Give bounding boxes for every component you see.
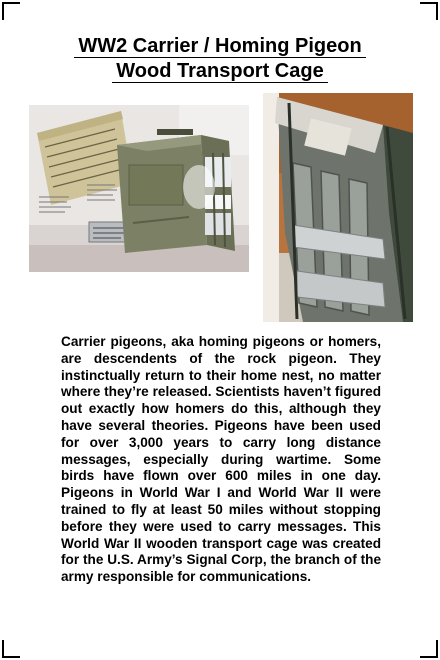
description-paragraph: Carrier pigeons, aka homing pigeons or homers, are descendents of the rock pigeon. They instinctually return to their home nest, no matter where they’re released. Scientists haven’t figured out exactly how homers do this, although they have several theories. Pigeons have been used for over 3,000 years to carry long distance messages, especially during wartime. Some birds have flown over 600 miles in one day. Pigeons in World War I and World War II were trained to fly at least 50 miles without stopping before they were used to carry messages. This World War II wooden transport cage was created for the U.S. Army’s Signal Corp, the branch of the army responsible for communications. [61, 334, 381, 585]
page-title [0, 34, 440, 84]
corner-mark-top-left [2, 2, 20, 20]
corner-mark-top-right [420, 2, 438, 20]
title-line-2: Wood Transport Cage [112, 60, 327, 83]
photo-wooden-cage [263, 93, 413, 322]
photo-display-cage [29, 105, 249, 272]
corner-mark-bottom-left [2, 640, 20, 658]
title-line-1: WW2 Carrier / Homing Pigeon [74, 35, 365, 58]
corner-mark-bottom-right [420, 640, 438, 658]
